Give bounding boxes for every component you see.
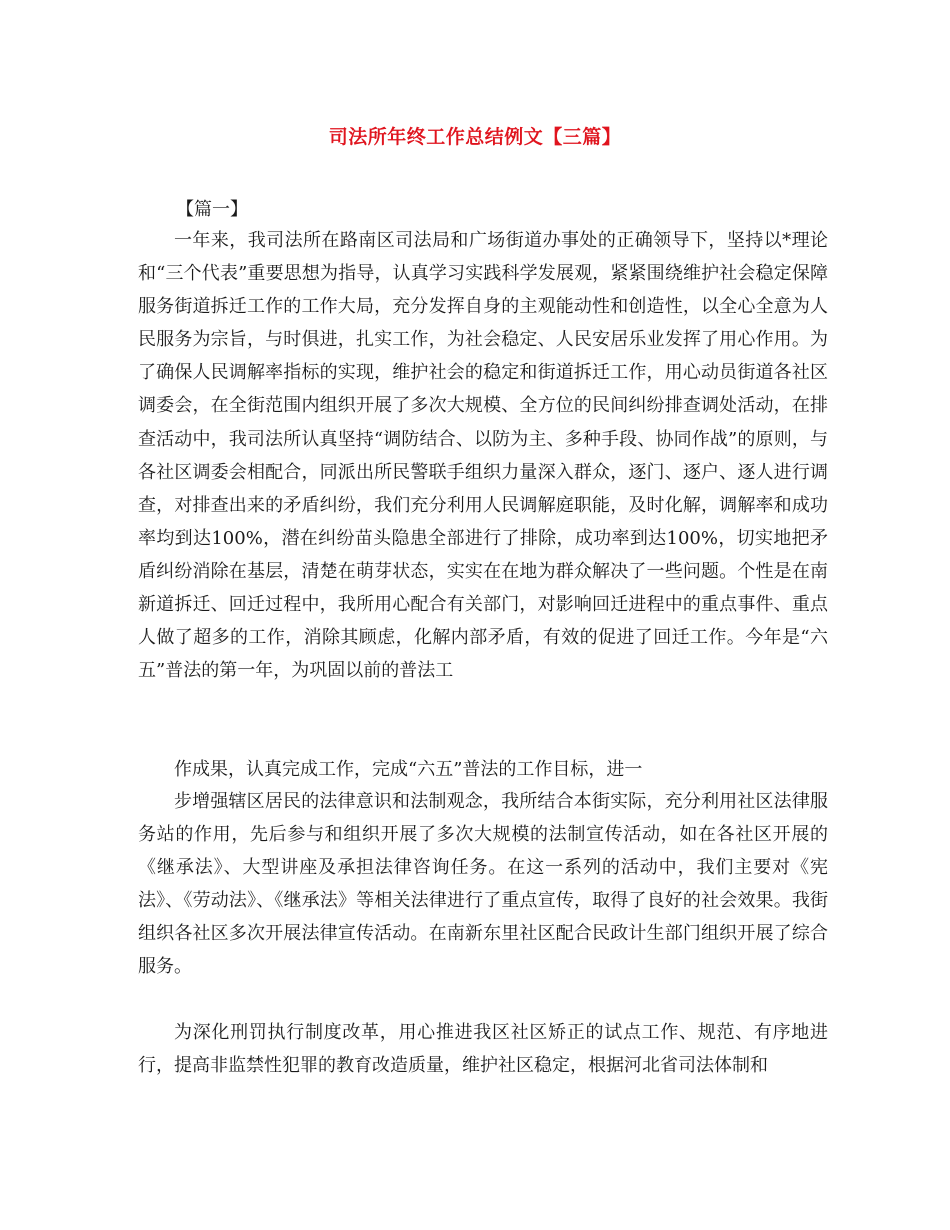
section-heading: 【篇一】 [176, 199, 248, 220]
paragraph-4: 为深化刑罚执行制度改革，用心推进我区社区矫正的试点工作、规范、有序地进行，提高非监禁性犯罪的教育改造质量，维护社区稳定，根据河北省司法体制和 [138, 1022, 828, 1077]
paragraph-1: 一年来，我司法所在路南区司法局和广场街道办事处的正确领导下，坚持以*理论和“三个代表”重要思想为指导，认真学习实践科学发展观，紧紧围绕维护社会稳定保障服务街道拆迁工作的工作大局，充分发挥自身的主观能动性和创造性，以全心全意为人民服务为宗旨，与时俱进，扎实工作，为社会稳定、人民安居乐业发挥了用心作用。为了确保人民调解率指标的实现，维护社会的稳定和街道拆迁工作，用心动员街道各社区调委会，在全街范围内组织开展了多次大规模、全方位的民间纠纷排查调处活动，在排查活动中，我司法所认真坚持“调防结合、以防为主、多种手段、协同作战”的原则，与各社区调委会相配合，同派出所民警联手组织力量深入群众，逐门、逐户、逐人进行调查，对排查出来的矛盾纠纷，我们充分利用人民调解庭职能，及时化解，调解率和成功率均到达100%，潜在纠纷苗头隐患全部进行了排除，成功率到达100%，切实地把矛盾纠纷消除在基层，清楚在萌芽状态，实实在在地为群众解决了一些问题。个性是在南新道拆迁、回迁过程中，我所用心配合有关部门，对影响回迁进程中的重点事件、重点人做了超多的工作，消除其顾虑，化解内部矛盾，有效的促进了回迁工作。今年是“六五”普法的第一年，为巩固以前的普法工 [138, 230, 828, 682]
paragraph-2: 作成果，认真完成工作，完成“六五”普法的工作目标，进一 [174, 759, 643, 780]
document-title: 司法所年终工作总结例文【三篇】 [328, 126, 622, 148]
paragraph-3: 步增强辖区居民的法律意识和法制观念，我所结合本街实际，充分利用社区法律服务站的作用，先后参与和组织开展了多次大规模的法制宣传活动，如在各社区开展的《继承法》、大型讲座及承担法律咨询任务。在这一系列的活动中，我们主要对《宪法》、《劳动法》、《继承法》等相关法律进行了重点宣传，取得了良好的社会效果。我街组织各社区多次开展法律宣传活动。在南新东里社区配合民政计生部门组织开展了综合服务。 [138, 791, 828, 978]
